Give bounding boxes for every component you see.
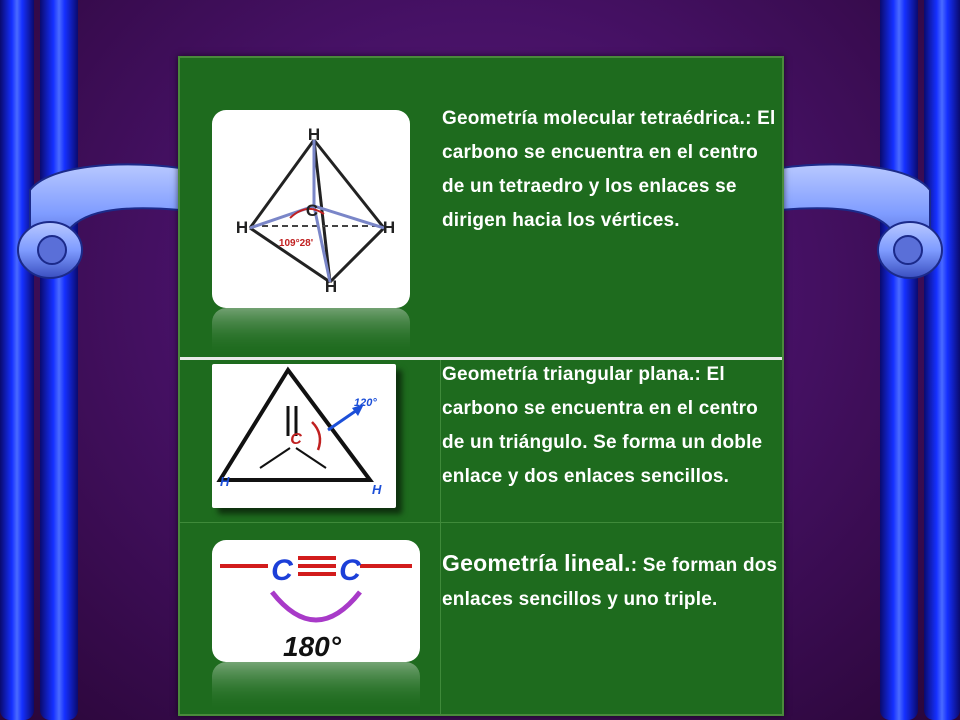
right-column-post-outer	[924, 0, 960, 720]
left-column-post-outer	[0, 0, 34, 720]
atom-label: H	[382, 218, 396, 237]
atom-label: H	[324, 277, 338, 296]
atom-label: H	[372, 482, 382, 497]
figure-reflection	[212, 308, 410, 356]
right-curtain-column	[880, 0, 960, 720]
left-ribbon-decoration	[10, 150, 200, 290]
tetrahedral-description	[442, 102, 778, 238]
section-body: : El carbono se encuentra en el centro de un triángulo. Se forma un doble enlace y dos enlaces sencillos.	[442, 364, 763, 487]
atom-label: C	[339, 554, 361, 587]
angle-label: 120°	[354, 397, 377, 409]
angle-label: 180°	[283, 631, 341, 662]
trigonal-planar-figure	[212, 364, 396, 508]
right-column-post-inner	[880, 0, 918, 720]
figure-reflection	[212, 662, 420, 712]
right-ribbon-decoration	[760, 150, 950, 290]
atom-label: C	[290, 431, 302, 448]
atom-label: H	[307, 125, 321, 144]
atom-label: C	[271, 554, 293, 587]
column-divider	[440, 360, 441, 714]
section-body: : El carbono se encuentra en el centro de un tetraedro y los enlaces se dirigen hacia los vértices.	[442, 108, 776, 231]
atom-label: H	[220, 474, 230, 489]
atom-label: H	[235, 218, 249, 237]
section-body: : Se forman dos enlaces sencillos y uno triple.	[442, 555, 778, 610]
linear-description	[442, 546, 782, 617]
section-title: Geometría molecular tetraédrica.	[442, 108, 746, 129]
atom-label: C	[305, 201, 319, 220]
tetrahedral-figure	[212, 110, 410, 308]
angle-label: 109°28'	[278, 238, 314, 249]
linear-figure	[212, 540, 420, 662]
left-curtain-column	[0, 0, 80, 720]
left-column-post-inner	[40, 0, 78, 720]
section-title: Geometría lineal.	[442, 550, 631, 576]
section-divider	[180, 522, 782, 523]
content-panel	[178, 56, 784, 716]
trigonal-planar-description	[442, 358, 778, 494]
section-title: Geometría triangular plana.	[442, 364, 695, 385]
